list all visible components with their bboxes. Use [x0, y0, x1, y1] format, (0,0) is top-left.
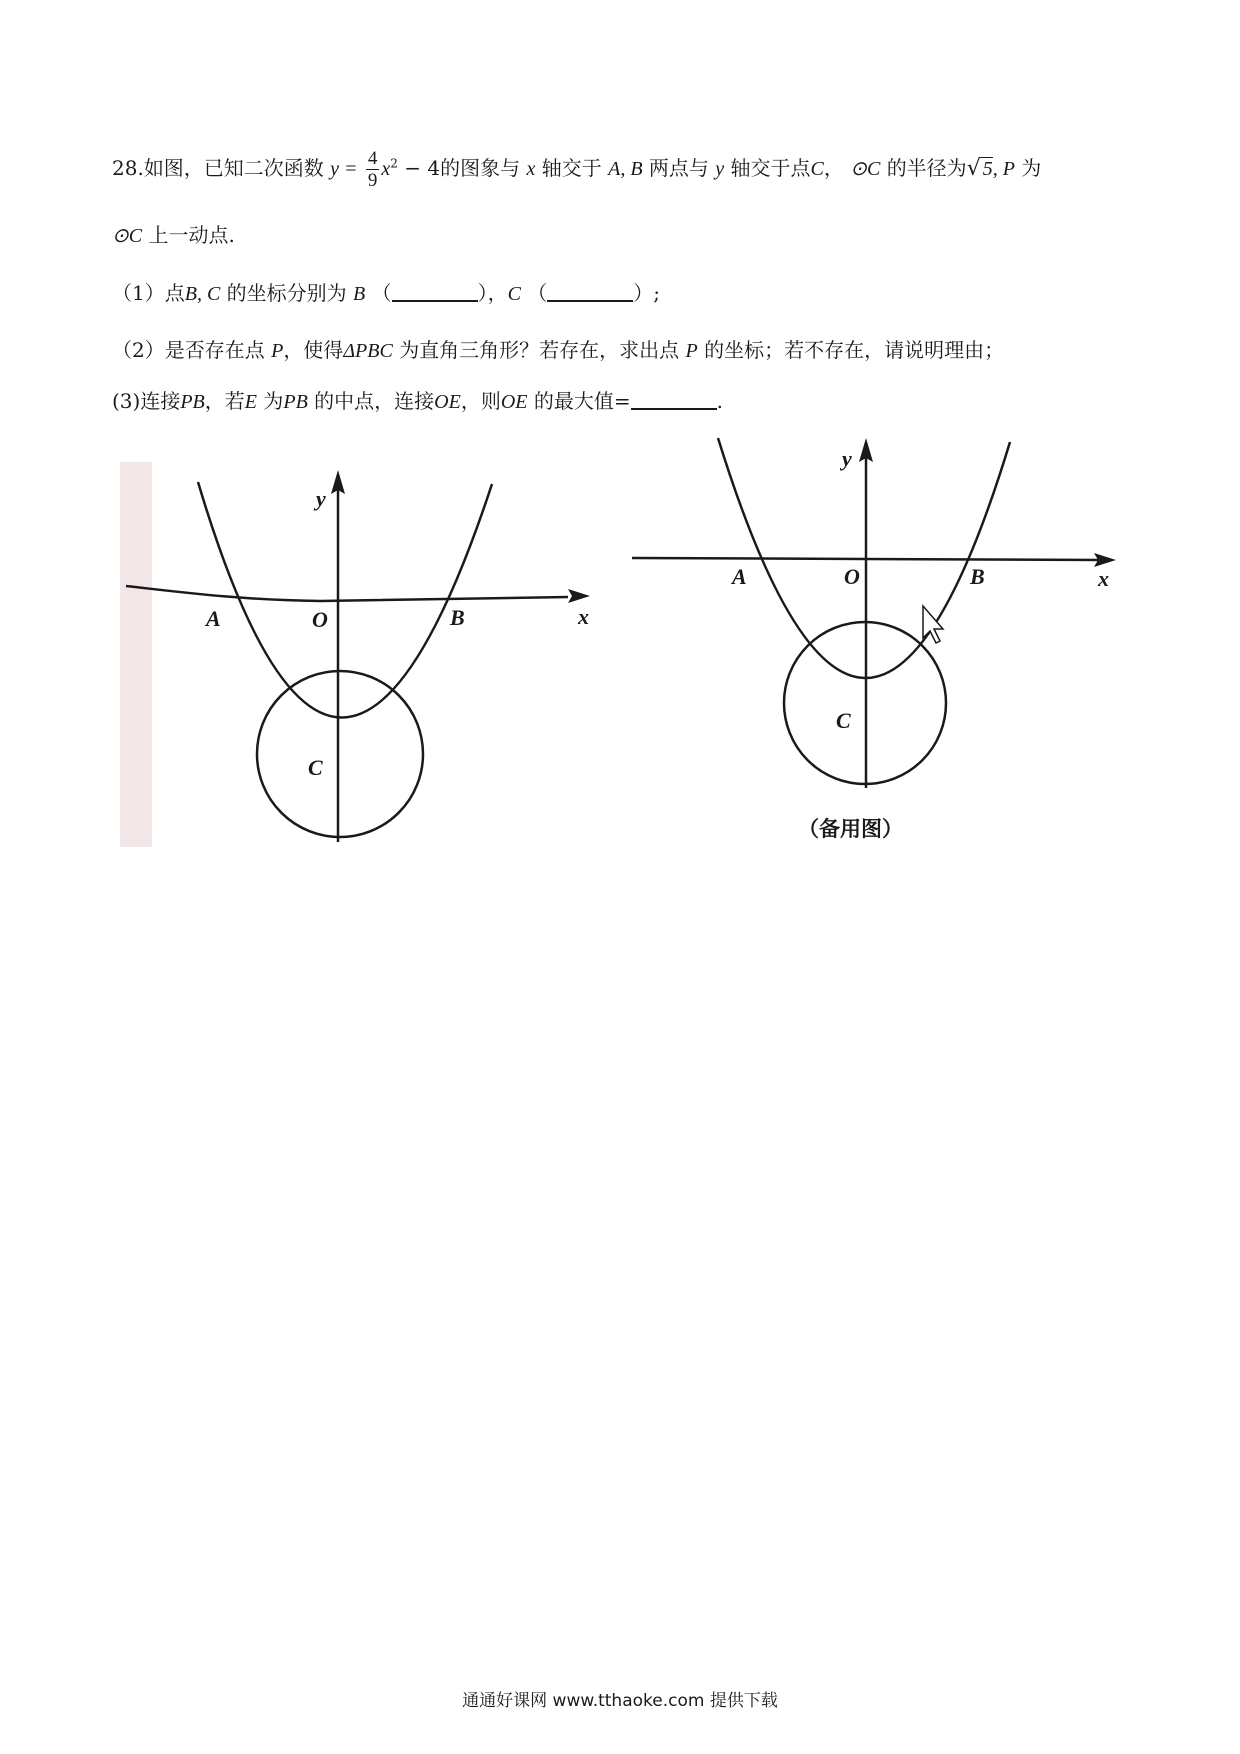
label-a: A: [732, 564, 747, 589]
figure-left: [120, 462, 610, 847]
figure-right: [620, 436, 1120, 796]
problem-number: 28.: [112, 156, 144, 180]
circle-c: [257, 671, 423, 837]
label-c: C: [836, 708, 851, 733]
answer-blank-c[interactable]: [547, 282, 633, 302]
label-b: B: [970, 564, 985, 589]
question-2: （2）是否存在点 P，使得ΔPBC 为直角三角形？若存在，求出点 P 的坐标；若不存在，请说明理由；: [112, 338, 1005, 362]
label-o: O: [844, 564, 860, 589]
question-3: (3)连接PB，若E 为PB 的中点，连接OE，则OE 的最大值= .: [112, 389, 723, 413]
problem-line-1: 28.如图，已知二次函数 y = $\frac{4}{9}$ $x^2 - 4$的图象与 x 轴交于 A, B 两点与 y 轴交于点C， ⊙C 的半径为√ 5, P 为: [112, 148, 1042, 191]
scan-shadow: [120, 462, 152, 847]
sqrt-symbol: √ 5: [966, 156, 993, 181]
answer-blank-b[interactable]: [392, 282, 478, 302]
answer-blank-oe[interactable]: [631, 390, 717, 410]
label-b: B: [450, 605, 465, 630]
label-x: x: [1098, 566, 1109, 591]
label-c: C: [308, 755, 323, 780]
label-y: y: [316, 486, 326, 511]
x-axis: [126, 586, 568, 601]
question-1: （1）点B, C 的坐标分别为 B （ ），C （ ）;: [112, 281, 661, 305]
fraction: $\frac{4}{9}$: [367, 148, 378, 191]
x-axis-arrow: [568, 589, 590, 603]
label-x: x: [578, 604, 589, 629]
footer: 通通好课网 www.tthaoke.com 提供下载: [462, 1691, 778, 1711]
label-o: O: [312, 607, 328, 632]
label-y: y: [842, 446, 852, 471]
figure-caption: （备用图）: [798, 816, 903, 841]
label-a: A: [206, 606, 221, 631]
problem-line-2: ⊙C 上一动点.: [112, 223, 235, 247]
